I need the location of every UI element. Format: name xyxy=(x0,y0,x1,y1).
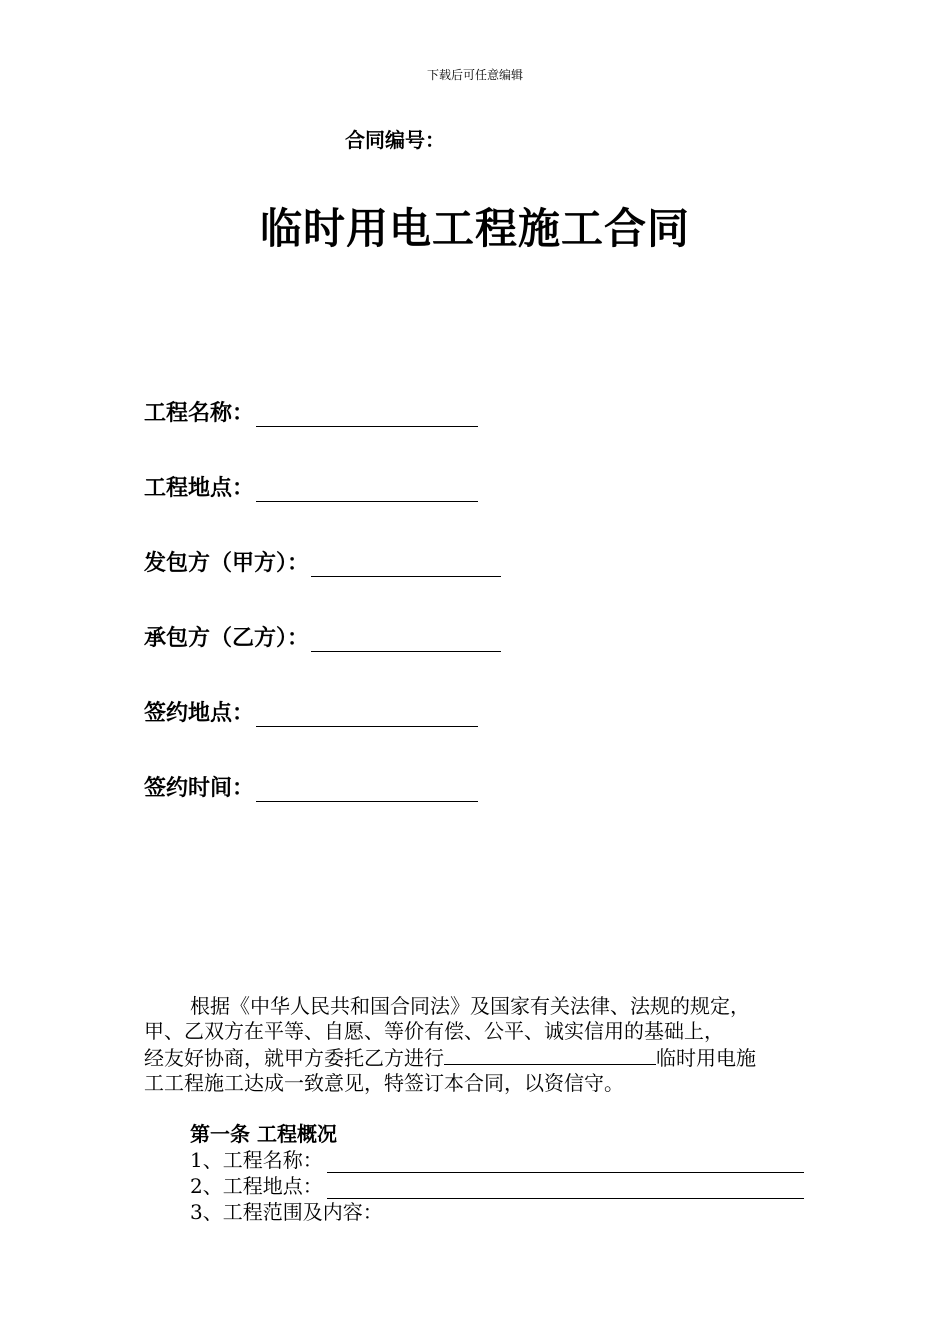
article-item-label: 3、工程范围及内容： xyxy=(190,1200,383,1224)
field-party-a xyxy=(144,546,501,577)
blank-line xyxy=(327,1150,804,1173)
field-label: 发包方（甲方）： xyxy=(144,551,310,576)
field-label: 工程地点： xyxy=(144,476,255,501)
intro-text: 临时用电施 xyxy=(656,1046,756,1070)
intro-text: 经友好协商，就甲方委托乙方进行 xyxy=(144,1046,444,1070)
blank-line xyxy=(256,402,478,427)
blank-line xyxy=(444,1044,656,1065)
intro-line: 甲、乙双方在平等、自愿、等价有偿、公平、诚实信用的基础上， xyxy=(144,1019,724,1043)
contract-number-label: 合同编号： xyxy=(345,128,445,152)
blank-line xyxy=(311,552,501,577)
field-signing-location xyxy=(144,696,478,727)
article-1 xyxy=(190,1121,810,1225)
field-label: 签约时间： xyxy=(144,776,255,801)
intro-line: 工工程施工达成一致意见，特签订本合同，以资信守。 xyxy=(144,1071,624,1095)
field-project-location xyxy=(144,471,478,502)
blank-line xyxy=(256,702,478,727)
field-label: 工程名称： xyxy=(144,401,255,426)
header-note: 下载后可任意编辑 xyxy=(426,68,523,82)
blank-line xyxy=(256,777,478,802)
article-item-label: 2、工程地点： xyxy=(190,1174,323,1198)
field-label: 承包方（乙方）： xyxy=(144,626,310,651)
field-project-name xyxy=(144,396,478,427)
article-item-label: 1、工程名称： xyxy=(190,1148,323,1172)
intro-paragraph xyxy=(144,994,814,1096)
intro-line xyxy=(144,1044,814,1071)
blank-line xyxy=(256,477,478,502)
blank-line xyxy=(311,627,501,652)
article-item xyxy=(190,1173,810,1199)
document-title: 临时用电工程施工合同 xyxy=(259,204,690,253)
blank-line xyxy=(327,1176,804,1199)
intro-line: 根据《中华人民共和国合同法》及国家有关法律、法规的规定， xyxy=(190,994,750,1018)
article-item xyxy=(190,1199,810,1225)
article-title: 第一条 工程概况 xyxy=(190,1122,337,1146)
article-item xyxy=(190,1147,810,1173)
field-signing-time xyxy=(144,771,478,802)
field-party-b xyxy=(144,621,501,652)
field-label: 签约地点： xyxy=(144,701,255,726)
